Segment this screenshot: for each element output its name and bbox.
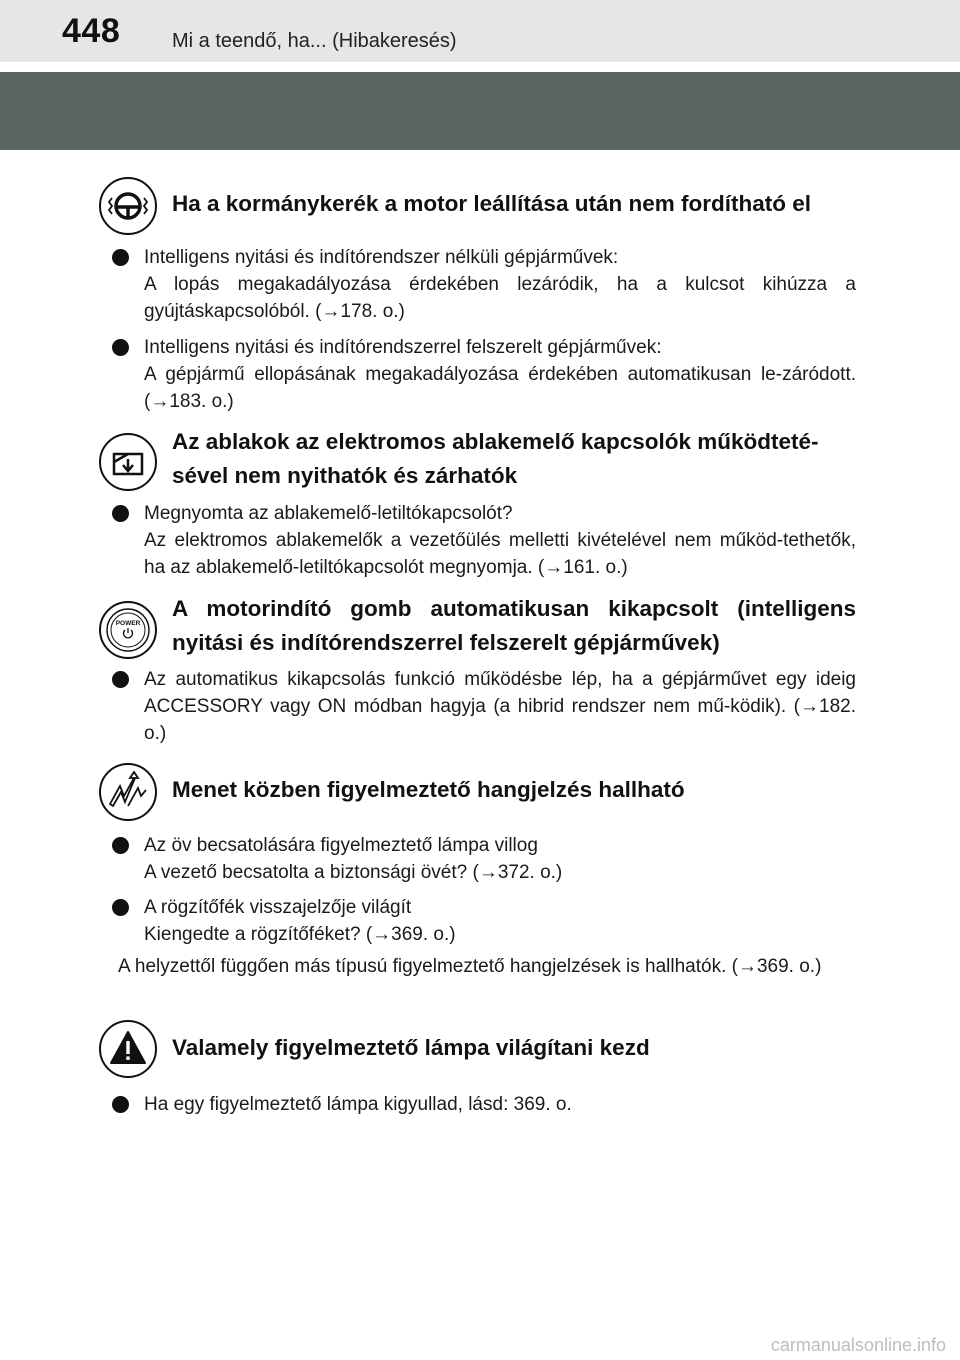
section-title: Ha a kormánykerék a motor leállítása után nem fordítható el: [172, 191, 811, 216]
item-text: A gépjármű ellopásának megakadályozása érdekében automatikusan le-záródott. (→183. o.): [144, 364, 856, 412]
header-strip: [0, 0, 960, 62]
bullet-icon: [112, 671, 129, 688]
power-button-label: POWER: [115, 620, 141, 627]
item-text: A vezető becsatolta a biztonsági övét? (→372. o.): [144, 862, 563, 883]
section-title: Az ablakok az elektromos ablakemelő kapcsolók működteté- sével nem nyithatók és zárhatók: [172, 429, 819, 488]
header-band: [0, 72, 960, 150]
chapter-title: Mi a teendő, ha... (Hibakeresés): [172, 30, 457, 52]
list-item: [112, 832, 856, 886]
bullet-icon: [112, 505, 129, 522]
watermark: carmanualsonline.info: [770, 1335, 946, 1355]
steering-wheel-lock-icon: [98, 176, 158, 236]
item-text: A lopás megakadályozása érdekében lezáródik, ha a kulcsot kihúzza a gyújtáskapcsolóból. (→178. o.): [144, 274, 856, 322]
bullet-icon: [112, 249, 129, 266]
item-text: Az automatikus kikapcsolás funkció működésbe lép, ha a gépjárművet egy ideig ACCESSORY vagy ON módban hagyja (a hibrid rendszer nem mű-ködik). (→182. o.): [144, 669, 856, 744]
item-lead: Intelligens nyitási és indítórendszer nélküli gépjárművek:: [144, 247, 619, 268]
list-item: [112, 666, 856, 747]
section-title: A motorindító gomb automatikusan kikapcsolt (intelligens nyitási és indítórendszerrel felszerelt gépjárművek): [172, 596, 856, 655]
item-text: Az elektromos ablakemelők a vezetőülés melletti kivételével nem működ-tethetők, ha az ablakemelő-letiltókapcsolót megnyomja. (→161. o.): [144, 530, 856, 578]
bullet-icon: [112, 339, 129, 356]
warning-triangle-icon: [98, 1019, 158, 1079]
power-button-icon: [98, 600, 158, 660]
bullet-icon: [112, 899, 129, 916]
item-text: Ha egy figyelmeztető lámpa kigyullad, lásd: 369. o.: [144, 1094, 572, 1115]
list-item: [112, 1091, 856, 1118]
item-lead: Intelligens nyitási és indítórendszerrel felszerelt gépjárművek:: [144, 337, 662, 358]
section-note: A helyzettől függően más típusú figyelmeztető hangjelzések is hallhatók. (→369. o.): [118, 956, 822, 977]
bullet-icon: [112, 837, 129, 854]
section-title: Menet közben figyelmeztető hangjelzés hallható: [172, 777, 685, 802]
list-item: [112, 500, 856, 581]
item-lead: A rögzítőfék visszajelzője világít: [144, 897, 412, 918]
section-title: Valamely figyelmeztető lámpa világítani kezd: [172, 1035, 650, 1060]
power-window-icon: [98, 432, 158, 492]
list-item: [112, 894, 856, 948]
bullet-icon: [112, 1096, 129, 1113]
page-number: 448: [62, 12, 121, 50]
item-text: Kiengedte a rögzítőféket? (→369. o.): [144, 924, 456, 945]
list-item: [112, 334, 856, 415]
list-item: [112, 244, 856, 325]
warning-buzzer-icon: [98, 762, 158, 822]
item-lead: Az öv becsatolására figyelmeztető lámpa villog: [144, 835, 538, 856]
item-lead: Megnyomta az ablakemelő-letiltókapcsolót?: [144, 503, 513, 524]
